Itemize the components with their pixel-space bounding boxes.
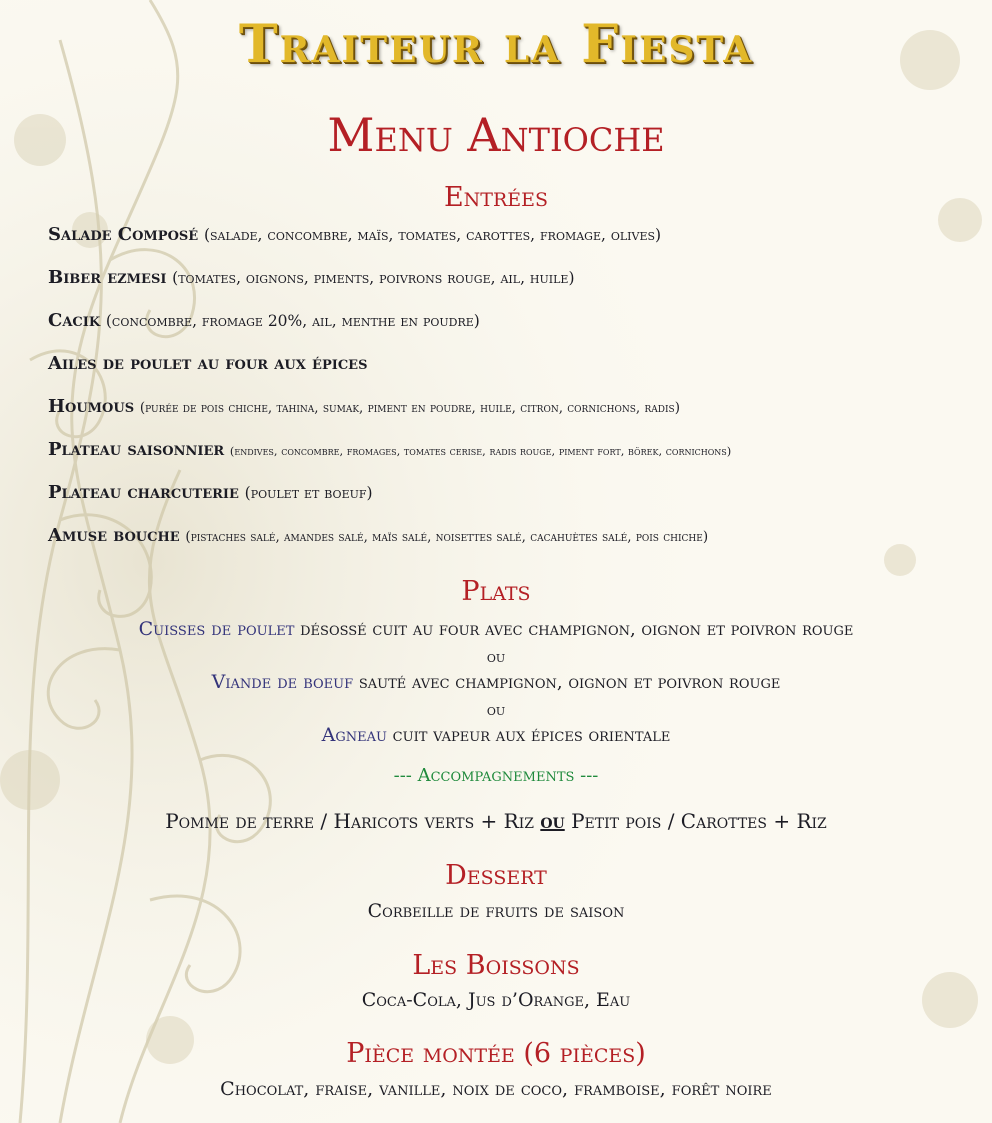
dish-line xyxy=(0,618,992,640)
boissons-title: Les Boissons xyxy=(412,950,580,981)
accompaniments-title: --- Accompagnements --- xyxy=(393,765,599,786)
piece-montee-title: Pièce montée (6 pièces) xyxy=(346,1038,646,1069)
boissons-text: Coca-Cola, Jus d’Orange, Eau xyxy=(361,989,631,1011)
dish-desc: sauté avec champignon, oignon et poivron rouge xyxy=(358,672,781,693)
entree-desc: (tomates, oignons, piments, poivrons rouge, ail, huile) xyxy=(172,269,575,287)
list-item xyxy=(48,224,988,267)
entrees-title: Entrées xyxy=(443,182,549,213)
entree-desc: (endives, concombre, fromages, tomates cerise, radis rouge, piment fort, börek, cornichons) xyxy=(229,444,732,458)
list-item xyxy=(48,353,988,396)
dish-desc: cuit vapeur aux épices orientale xyxy=(392,725,671,746)
dessert-text: Corbeille de fruits de saison xyxy=(367,900,625,922)
dish-desc: désossé cuit au four avec champignon, oignon et poivron rouge xyxy=(300,619,854,640)
or-separator: ou xyxy=(486,700,506,719)
entrees-list xyxy=(48,224,988,568)
list-item xyxy=(48,396,988,439)
menu-title: Menu Antioche xyxy=(327,108,665,162)
list-item xyxy=(48,439,988,482)
entree-name: Plateau saisonnier xyxy=(48,439,225,460)
entree-desc: (purée de pois chiche, tahina, sumak, piment en poudre, huile, citron, cornichons, radis) xyxy=(139,400,680,416)
list-item xyxy=(48,267,988,310)
entree-name: Salade Composé xyxy=(48,224,199,245)
dessert-title: Dessert xyxy=(445,860,547,891)
accompaniments-line xyxy=(0,809,992,833)
entree-name: Plateau charcuterie xyxy=(48,482,239,503)
dish-line xyxy=(0,671,992,693)
entree-name: Ailes de poulet au four aux épices xyxy=(48,353,368,374)
brand-title: Traiteur la Fiesta xyxy=(238,14,754,75)
piece-montee-text: Chocolat, fraise, vanille, noix de coco, framboise, forêt noire xyxy=(220,1078,772,1100)
dish-name: Cuisses de poulet xyxy=(138,618,295,640)
dish-name: Agneau xyxy=(321,724,387,746)
entree-name: Biber ezmesi xyxy=(48,267,167,288)
or-separator: ou xyxy=(486,647,506,666)
or-separator: ou xyxy=(540,809,565,833)
list-item xyxy=(48,482,988,525)
list-item xyxy=(48,310,988,353)
accompaniment-option: Petit pois / Carottes + Riz xyxy=(571,809,827,833)
entree-desc: (poulet et boeuf) xyxy=(244,484,373,502)
dish-name: Viande de boeuf xyxy=(211,671,354,693)
entree-desc: (salade, concombre, maïs, tomates, carottes, fromage, olives) xyxy=(203,226,662,244)
entree-desc: (concombre, fromage 20%, ail, menthe en poudre) xyxy=(105,312,480,330)
list-item xyxy=(48,525,988,568)
entree-name: Amuse bouche xyxy=(48,525,180,546)
accompaniment-option: Pomme de terre / Haricots verts + Riz xyxy=(165,809,534,833)
entree-name: Cacik xyxy=(48,310,101,331)
entree-name: Houmous xyxy=(48,396,135,417)
entree-desc: (pistaches salé, amandes salé, maïs salé, noisettes salé, cacahuètes salé, pois chiche) xyxy=(185,529,709,545)
dish-line xyxy=(0,724,992,746)
plats-title: Plats xyxy=(461,576,531,607)
